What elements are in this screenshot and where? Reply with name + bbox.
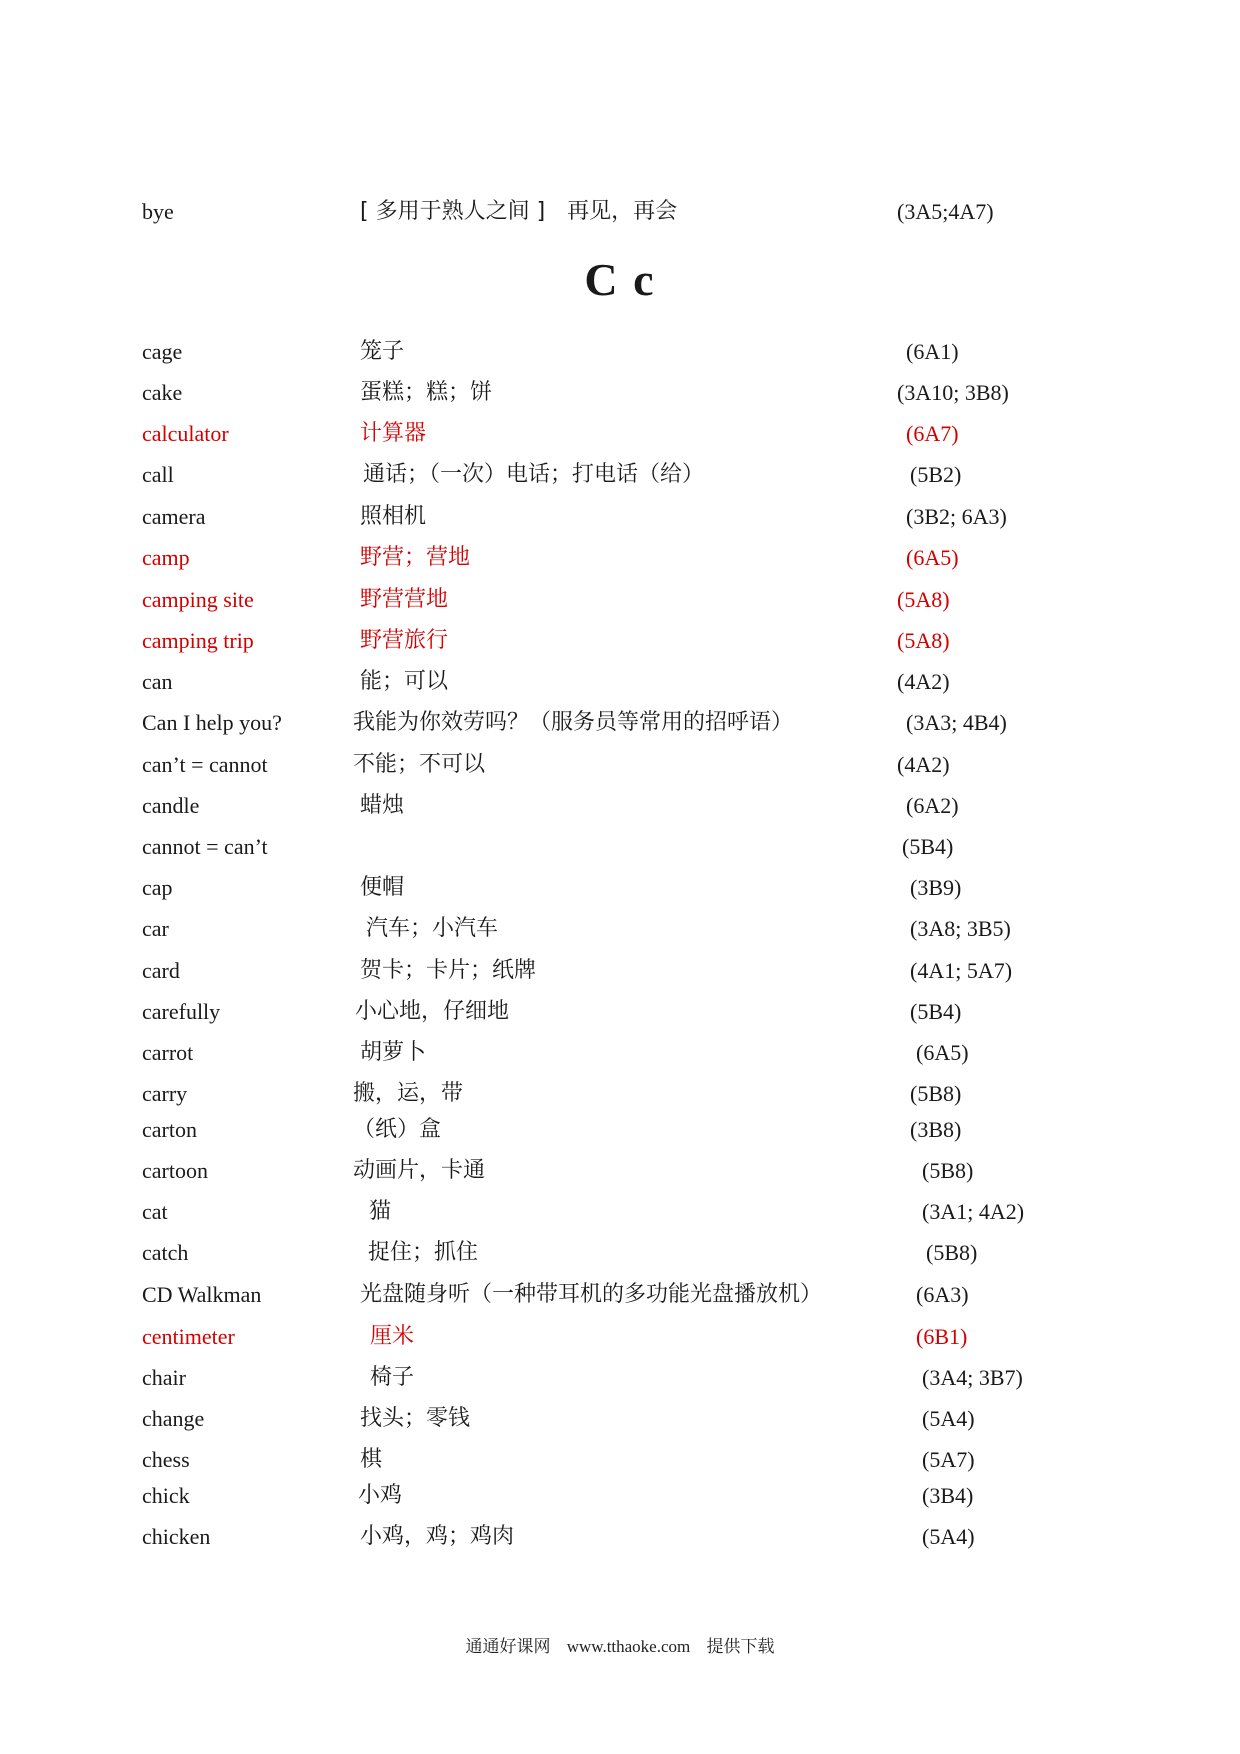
word: candle (142, 793, 200, 818)
word: bye (142, 199, 174, 224)
word: can (142, 669, 173, 694)
word: catch (142, 1240, 189, 1265)
unit-reference: (5A4) (922, 1406, 975, 1431)
unit-reference: (3A10; 3B8) (897, 380, 1009, 405)
word: carrot (142, 1040, 194, 1065)
unit-reference: (5B2) (910, 462, 962, 487)
unit-reference: (3A1; 4A2) (922, 1199, 1025, 1224)
word: carry (142, 1081, 188, 1106)
definition: 小鸡 (358, 1483, 403, 1508)
definition: 照相机 (360, 504, 427, 529)
definition: 胡萝卜 (360, 1040, 427, 1065)
footer-site-name: 通通好课网 (465, 1637, 551, 1657)
definition: 贺卡；卡片；纸牌 (360, 958, 537, 983)
word: chick (142, 1483, 190, 1508)
word: cannot = can’t (142, 834, 268, 859)
unit-reference: (6B1) (916, 1324, 968, 1349)
unit-reference: (5A7) (922, 1447, 975, 1472)
definition: 野营；营地 (360, 545, 471, 570)
word: carefully (142, 999, 221, 1024)
unit-reference: (5B4) (902, 834, 954, 859)
unit-reference: (3A4; 3B7) (922, 1365, 1023, 1390)
word: can’t = cannot (142, 752, 268, 777)
unit-reference: (3A3; 4B4) (906, 710, 1007, 735)
definition: 汽车；小汽车 (366, 916, 499, 941)
word: chair (142, 1365, 186, 1390)
word: camping trip (142, 628, 254, 653)
unit-reference: (6A2) (906, 793, 959, 818)
definition: 搬，运，带 (353, 1081, 464, 1106)
definition: [ 多用于熟人之间 ] 再见，再会 (360, 199, 678, 224)
unit-reference: (4A2) (897, 752, 950, 777)
word: camping site (142, 587, 254, 612)
definition: 野营营地 (360, 587, 449, 612)
word: call (142, 462, 174, 487)
word: card (142, 958, 180, 983)
word: change (142, 1406, 205, 1431)
definition: 能；可以 (360, 669, 449, 694)
word: chicken (142, 1524, 211, 1549)
unit-reference: (3A5;4A7) (897, 199, 994, 224)
unit-reference: (6A3) (916, 1282, 969, 1307)
word: car (142, 916, 169, 941)
letter-heading: C c (584, 254, 656, 305)
unit-reference: (4A1; 5A7) (910, 958, 1013, 983)
unit-reference: (3B2; 6A3) (906, 504, 1007, 529)
definition: 厘米 (370, 1324, 415, 1349)
definition: 便帽 (360, 875, 405, 900)
unit-reference: (3A8; 3B5) (910, 916, 1011, 941)
unit-reference: (5B8) (926, 1240, 978, 1265)
footer-url: www.tthaoke.com (566, 1637, 691, 1656)
unit-reference: (6A1) (906, 339, 959, 364)
word: chess (142, 1447, 190, 1472)
unit-reference: (3B8) (910, 1117, 962, 1142)
unit-reference: (5A8) (897, 587, 950, 612)
word: camera (142, 504, 206, 529)
definition: 小心地，仔细地 (355, 999, 510, 1024)
definition: 找头；零钱 (360, 1406, 471, 1431)
unit-reference: (5B8) (922, 1158, 974, 1183)
unit-reference: (5B8) (910, 1081, 962, 1106)
definition: 动画片，卡通 (353, 1158, 486, 1183)
word: Can I help you? (142, 710, 282, 735)
definition: 光盘随身听（一种带耳机的多功能光盘播放机） (360, 1282, 823, 1307)
word: cake (142, 380, 183, 405)
word: CD Walkman (142, 1282, 262, 1307)
word: calculator (142, 421, 229, 446)
unit-reference: (6A5) (916, 1040, 969, 1065)
definition: 蛋糕；糕；饼 (360, 380, 493, 405)
footer-suffix: 提供下载 (706, 1637, 775, 1657)
unit-reference: (3B9) (910, 875, 962, 900)
definition: 通话；（一次）电话；打电话（给） (363, 462, 705, 487)
definition: 计算器 (360, 421, 427, 446)
definition: 蜡烛 (360, 793, 405, 818)
definition: 猫 (369, 1199, 392, 1224)
definition: 椅子 (370, 1365, 415, 1390)
unit-reference: (4A2) (897, 669, 950, 694)
unit-reference: (5B4) (910, 999, 962, 1024)
word: cartoon (142, 1158, 208, 1183)
definition: 野营旅行 (360, 628, 449, 653)
definition: 小鸡，鸡；鸡肉 (360, 1524, 515, 1549)
word: camp (142, 545, 190, 570)
footer (0, 1632, 1240, 1657)
definition: 笼子 (360, 339, 405, 364)
word: cap (142, 875, 173, 900)
unit-reference: (6A7) (906, 421, 959, 446)
definition: （纸）盒 (353, 1117, 442, 1142)
definition: 我能为你效劳吗？（服务员等常用的招呼语） (353, 710, 794, 735)
unit-reference: (5A4) (922, 1524, 975, 1549)
word: carton (142, 1117, 197, 1142)
unit-reference: (5A8) (897, 628, 950, 653)
unit-reference: (3B4) (922, 1483, 974, 1508)
unit-reference: (6A5) (906, 545, 959, 570)
word: cat (142, 1199, 168, 1224)
definition: 不能；不可以 (353, 752, 486, 777)
word: centimeter (142, 1324, 235, 1349)
definition: 捉住；抓住 (368, 1240, 479, 1265)
definition: 棋 (360, 1447, 383, 1472)
word: cage (142, 339, 183, 364)
